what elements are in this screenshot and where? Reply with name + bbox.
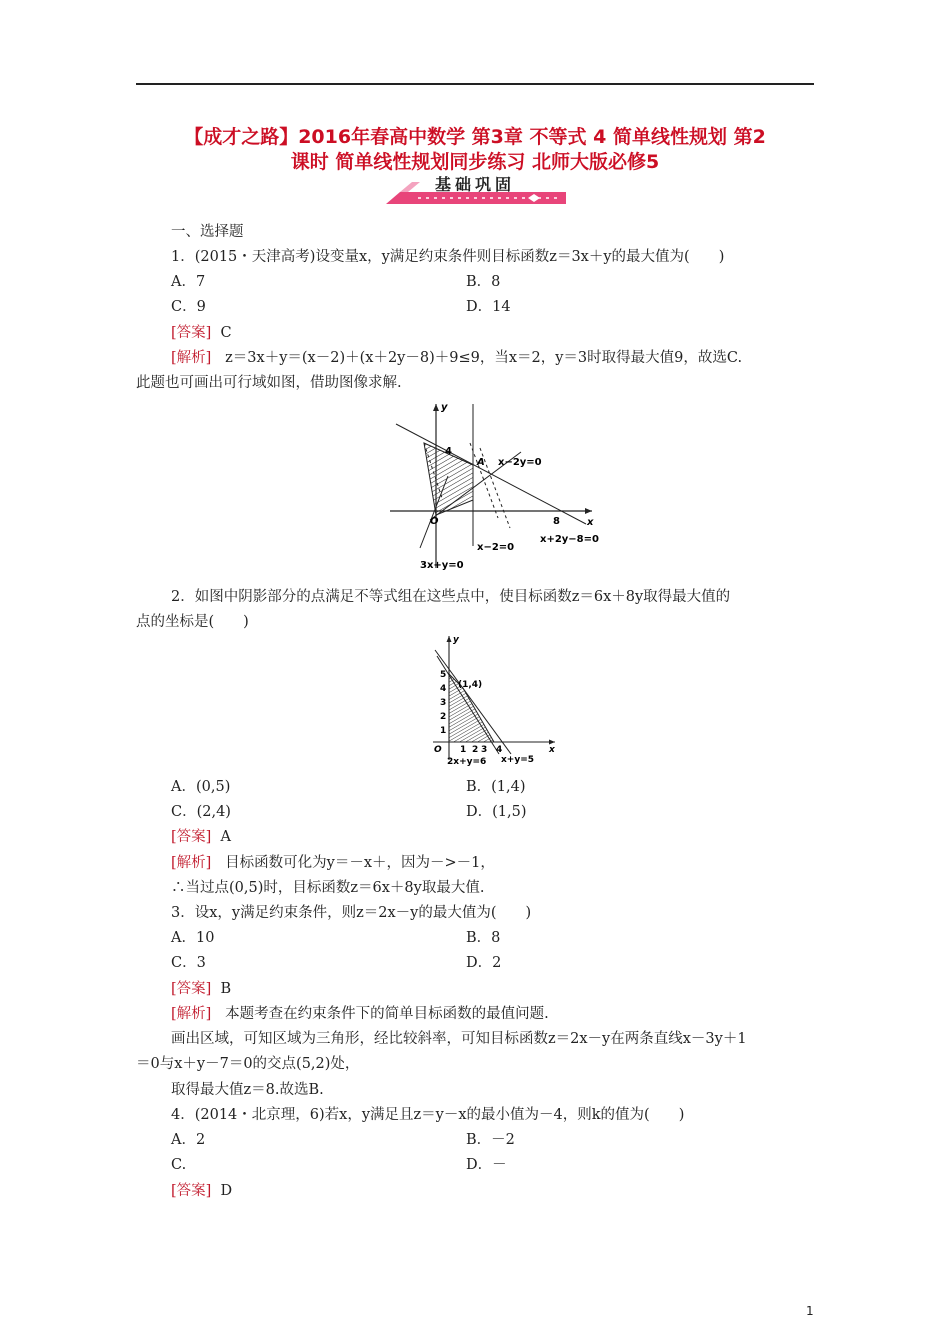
q1-analysis-row: [171, 348, 742, 368]
q2-option-b: B．(1,4): [466, 779, 526, 795]
tick-4: 4: [445, 446, 452, 457]
point-1-4-label: (1,4): [458, 680, 483, 690]
q4-answer-row: [171, 1181, 232, 1201]
q4-answer: D: [220, 1183, 233, 1199]
answer-tag: [答案]: [171, 325, 212, 341]
point-a-label: A: [477, 457, 485, 468]
q3-answer-row: [171, 979, 231, 999]
q2-shaded-region-figure: [425, 630, 565, 768]
document-title-line2: 课时 简单线性规划同步练习 北师大版必修5: [290, 151, 660, 173]
q3-answer: B: [220, 981, 232, 997]
y-tick-4: 4: [440, 684, 447, 694]
analysis-tag: [解析]: [171, 1006, 212, 1022]
q1-analysis-2: 此题也可画出可行域如图，借助图像求解.: [136, 375, 402, 391]
q1-feasible-region-figure: [386, 398, 602, 574]
q1-option-c: C．9: [171, 299, 206, 315]
y-tick-5: 5: [440, 670, 447, 680]
q1-option-d: D．14: [466, 299, 511, 315]
q3-option-b: B．8: [466, 930, 501, 946]
q2-analysis-1: 目标函数可化为y＝－x＋，因为－>－1，: [225, 855, 495, 871]
q4-option-a: A．2: [171, 1132, 206, 1148]
q1-option-b: B．8: [466, 274, 501, 290]
header-rule: [136, 83, 814, 85]
line-label-x-2: x−2=0: [477, 542, 515, 553]
q1-analysis-1: z＝3x＋y＝(x－2)＋(x＋2y－8)＋9≤9，当x＝2，y＝3时取得最大值9，故选C.: [225, 350, 743, 366]
y-tick-2: 2: [440, 712, 447, 722]
x-tick-1: 1: [460, 745, 467, 755]
q3-analysis-2: 画出区域，可知区域为三角形，经比较斜率，可知目标函数z＝2x－y在两条直线x－3y＋1: [171, 1031, 747, 1047]
q4-option-d: D．－: [466, 1157, 507, 1173]
answer-tag: [答案]: [171, 981, 212, 997]
q2-option-c: C．(2,4): [171, 804, 231, 820]
line-label-x-2y: x−2y=0: [498, 457, 542, 468]
line-label-x-y-5: x+y=5: [501, 755, 535, 765]
y-tick-1: 1: [440, 726, 447, 736]
tick-8: 8: [553, 516, 560, 527]
y-axis-label: y: [453, 635, 459, 645]
origin-label: O: [430, 516, 439, 527]
q3-stem: 3．设x，y满足约束条件，则z＝2x－y的最大值为( ): [171, 905, 532, 921]
q2-analysis-2: ∴当过点(0,5)时，目标函数z＝6x＋8y取最大值.: [171, 880, 485, 896]
q4-option-c: C.: [171, 1157, 187, 1173]
q2-option-a: A．(0,5): [171, 779, 231, 795]
q3-option-a: A．10: [171, 930, 215, 946]
q2-option-d: D．(1,5): [466, 804, 527, 820]
q4-stem: 4．(2014・北京理，6)若x，y满足且z＝y－x的最小值为－4，则k的值为( ): [171, 1107, 685, 1123]
x-axis-label: x: [549, 745, 555, 755]
q2-answer: A: [220, 829, 232, 845]
analysis-tag: [解析]: [171, 350, 212, 366]
q2-stem-1: 2．如图中阴影部分的点满足不等式组在这些点中，使目标函数z＝6x＋8y取得最大值的: [171, 589, 731, 605]
x-tick-2: 2: [472, 745, 479, 755]
section-banner: [378, 174, 574, 212]
q3-option-c: C．3: [171, 955, 206, 971]
q4-option-b: B．－2: [466, 1132, 515, 1148]
banner-text: 基础巩固: [434, 175, 516, 194]
line-label-2x-y-6: 2x+y=6: [447, 757, 487, 767]
answer-tag: [答案]: [171, 829, 212, 845]
q3-analysis-row: [171, 1004, 549, 1024]
q2-answer-row: [171, 827, 231, 847]
y-tick-3: 3: [440, 698, 447, 708]
q1-stem: 1．(2015・天津高考)设变量x，y满足约束条件则目标函数z＝3x＋y的最大值为( ): [171, 249, 725, 265]
answer-tag: [答案]: [171, 1183, 212, 1199]
q3-option-d: D．2: [466, 955, 502, 971]
line-label-3x-y: 3x+y=0: [420, 560, 464, 571]
q3-analysis-3: ＝0与x＋y－7＝0的交点(5,2)处，: [136, 1056, 360, 1072]
origin-label: O: [434, 745, 442, 755]
q1-answer-row: [171, 323, 232, 343]
analysis-tag: [解析]: [171, 855, 212, 871]
document-title-line1: 【成才之路】2016年春高中数学 第3章 不等式 4 简单线性规划 第2: [184, 126, 766, 148]
q3-analysis-4: 取得最大值z＝8.故选B.: [171, 1082, 324, 1098]
q2-analysis-row: [171, 853, 495, 873]
section-heading: 一、选择题: [171, 224, 244, 240]
x-tick-4: 4: [496, 745, 503, 755]
q1-option-a: A．7: [171, 274, 206, 290]
q3-analysis-1: 本题考查在约束条件下的简单目标函数的最值问题.: [225, 1006, 549, 1022]
q1-answer: C: [220, 325, 232, 341]
x-axis-label: x: [587, 517, 594, 528]
line-label-x-2y-8: x+2y−8=0: [540, 534, 599, 545]
q2-stem-2: 点的坐标是( ): [136, 614, 249, 630]
y-axis-label: y: [441, 402, 448, 413]
page-number: 1: [806, 1304, 814, 1318]
x-tick-3: 3: [481, 745, 488, 755]
